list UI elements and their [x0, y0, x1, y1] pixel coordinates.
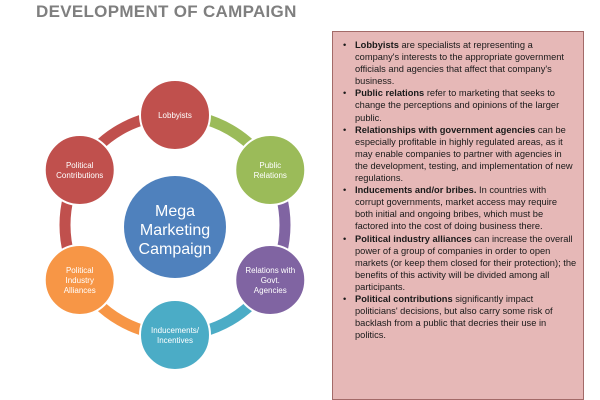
node-relations-with-govt-agencies [235, 245, 305, 315]
center-label-line-3: Campaign [138, 241, 212, 258]
bullet: • [343, 40, 347, 50]
item-term: Public relations [355, 88, 425, 99]
item-text: can increase the overall power of a group of companies in order to open markets (or keep them closed for their protection); the benefits of this activity will be divided among all participants. [355, 233, 577, 292]
item-text: are specialists at representing a company's interests to the appropriate government officials and agencies that affect that company's business. [355, 40, 565, 87]
center-label-line-1: Mega [154, 203, 196, 220]
node-political-industry-alliances [45, 245, 115, 315]
node-label: Lobbyists [158, 111, 192, 120]
node-label: Alliances [63, 286, 96, 295]
bullet: • [343, 185, 347, 196]
node-label: Govt. [260, 276, 280, 285]
item-term: Political industry alliances [355, 233, 472, 244]
item-text: significantly impact politicians' decisions, but also carry some risk of backlash from a public that decries their use in politics. [355, 293, 553, 341]
bullet: • [343, 88, 347, 99]
item-text: can be especially profitable in highly regulated areas, as it may enable companies to partner with agencies in the development, testing, and implementation of new regulations. [355, 124, 573, 184]
list-item [343, 233, 577, 293]
node-label: Industry [65, 276, 94, 285]
list-item [343, 39, 577, 87]
node-label: Inducements/ [150, 326, 200, 335]
list-item [343, 293, 577, 341]
item-term: Lobbyists [355, 40, 399, 50]
node-lobbyists [140, 80, 210, 150]
list-item [343, 124, 577, 184]
list-item [343, 184, 577, 232]
info-panel [332, 31, 584, 400]
bullet: • [343, 233, 347, 244]
node-circle [140, 300, 210, 370]
node-label: Incentives [156, 336, 194, 345]
item-term: Inducements and/or bribes. [355, 185, 477, 196]
center-label-line-2: Marketing [139, 222, 211, 239]
bullet: • [343, 293, 347, 304]
node-inducements-incentives [140, 300, 210, 370]
node-label: Public [259, 161, 282, 170]
node-label: Relations with [245, 266, 296, 275]
item-text: refer to marketing that seeks to change the perceptions and opinions of the larger public. [355, 88, 560, 123]
node-label: Political [65, 266, 94, 275]
node-label: Political [65, 161, 94, 170]
node-label: Agencies [253, 286, 287, 295]
list-item [343, 87, 577, 123]
node-label: Contributions [56, 171, 104, 180]
info-list [343, 39, 577, 341]
item-term: Relationships with government agencies [355, 124, 536, 135]
bullet: • [343, 124, 347, 135]
node-label: Relations [253, 171, 287, 180]
page-title: DEVELOPMENT OF CAMPAIGN [36, 2, 297, 21]
node-circle [45, 135, 115, 205]
center-node [124, 176, 226, 278]
node-political-contributions [45, 135, 115, 205]
item-text: In countries with corrupt governments, market access may require both initial and ongoing bribes, which must be factored into the cost of doing business there. [355, 185, 558, 232]
node-public-relations [235, 135, 305, 205]
item-term: Political contributions [355, 293, 453, 304]
node-circle [235, 135, 305, 205]
